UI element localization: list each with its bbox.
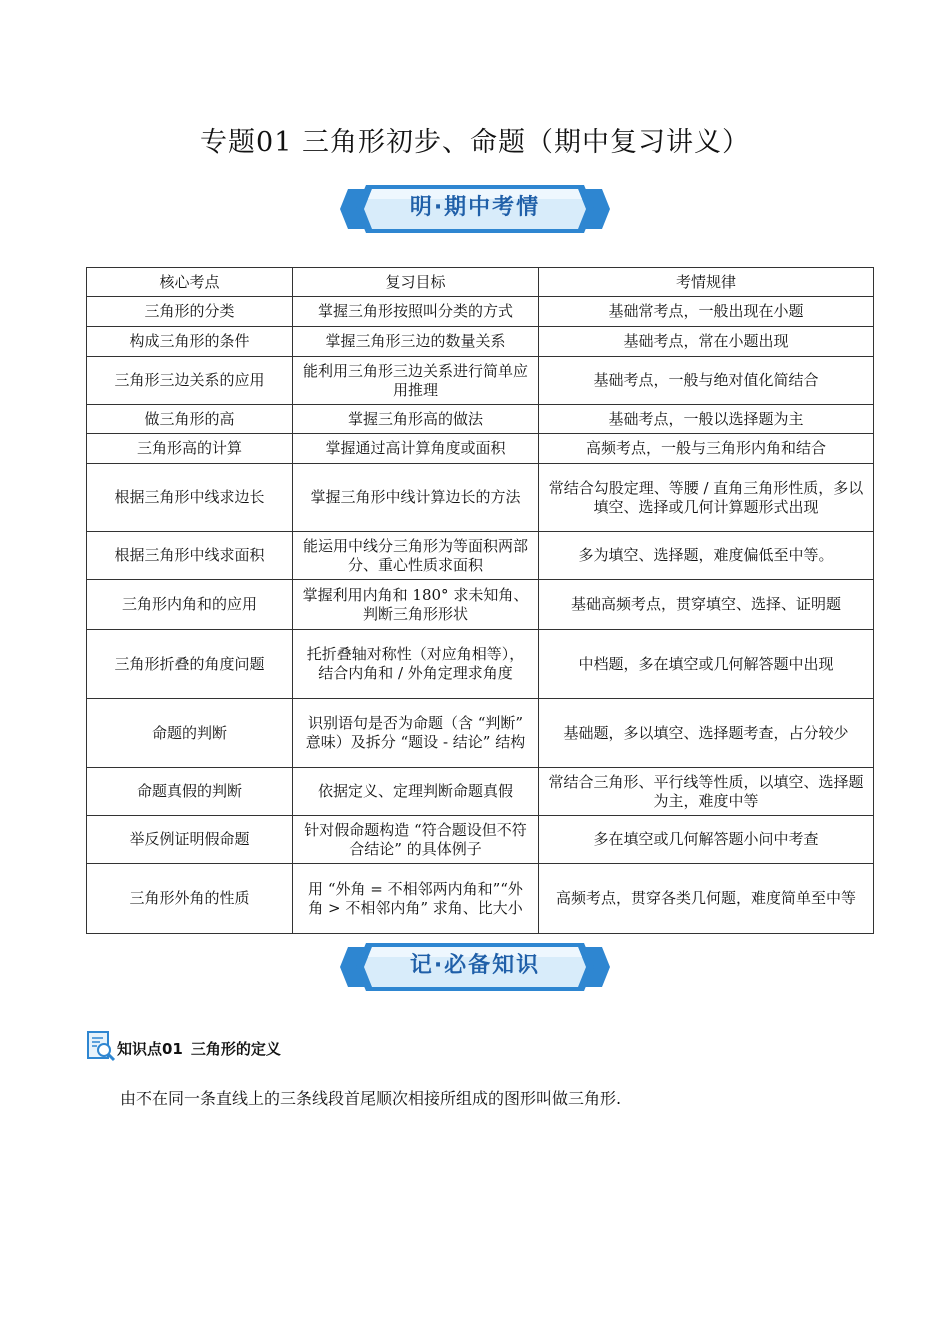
header-cell: 复习目标: [293, 268, 539, 297]
table-cell: 高频考点，贯穿各类几何题，难度简单至中等: [539, 864, 874, 934]
table-cell: 根据三角形中线求面积: [87, 532, 293, 580]
definition-paragraph: 由不在同一条直线上的三条线段首尾顺次相接所组成的图形叫做三角形.: [120, 1089, 622, 1108]
table-cell: 命题真假的判断: [87, 768, 293, 816]
table-cell: 常结合勾股定理、等腰 / 直角三角形性质，多以填空、选择或几何计算题形式出现: [539, 464, 874, 532]
table-cell: 基础常考点，一般出现在小题: [539, 297, 874, 327]
table-header-row: [87, 268, 874, 297]
table-row: [87, 864, 874, 934]
section-banner-exam: [340, 183, 610, 235]
table-cell: 能利用三角形三边关系进行简单应用推理: [293, 357, 539, 405]
table-cell: 托折叠轴对称性（对应角相等），结合内角和 / 外角定理求角度: [293, 630, 539, 699]
table-row: [87, 630, 874, 699]
table-row: [87, 699, 874, 768]
table-cell: 掌握利用内角和 180° 求未知角、判断三角形形状: [293, 580, 539, 630]
table-cell: 高频考点，一般与三角形内角和结合: [539, 434, 874, 464]
table-cell: 基础高频考点，贯穿填空、选择、证明题: [539, 580, 874, 630]
table-row: [87, 580, 874, 630]
banner-title: 明·期中考情: [409, 195, 541, 220]
table-cell: 依据定义、定理判断命题真假: [293, 768, 539, 816]
table-row: [87, 297, 874, 327]
exam-overview-table: [86, 267, 874, 934]
section-banner-knowledge: [340, 941, 610, 993]
table-cell: 三角形高的计算: [87, 434, 293, 464]
table-cell: 三角形三边关系的应用: [87, 357, 293, 405]
table-cell: 掌握三角形中线计算边长的方法: [293, 464, 539, 532]
table-cell: 三角形外角的性质: [87, 864, 293, 934]
table-cell: 多在填空或几何解答题小问中考查: [539, 816, 874, 864]
table-cell: 掌握三角形高的做法: [293, 405, 539, 434]
table-cell: 构成三角形的条件: [87, 327, 293, 357]
table-cell: 基础考点，常在小题出现: [539, 327, 874, 357]
table-cell: 多为填空、选择题，难度偏低至中等。: [539, 532, 874, 580]
table-cell: 掌握三角形按照叫分类的方式: [293, 297, 539, 327]
table-cell: 三角形内角和的应用: [87, 580, 293, 630]
banner-title: 记·必备知识: [409, 953, 541, 978]
knowledge-point-name: 三角形的定义: [190, 1040, 281, 1058]
table-cell: 基础考点，一般与绝对值化简结合: [539, 357, 874, 405]
knowledge-point-label: 知识点01: [117, 1040, 183, 1058]
table-cell: 三角形的分类: [87, 297, 293, 327]
table-cell: 基础考点，一般以选择题为主: [539, 405, 874, 434]
table-row: [87, 434, 874, 464]
table-cell: 命题的判断: [87, 699, 293, 768]
header-cell: 核心考点: [87, 268, 293, 297]
table-cell: 掌握三角形三边的数量关系: [293, 327, 539, 357]
table-cell: 识别语句是否为命题（含 “判断” 意味）及拆分 “题设 - 结论” 结构: [293, 699, 539, 768]
header-cell: 考情规律: [539, 268, 874, 297]
table-cell: 中档题，多在填空或几何解答题中出现: [539, 630, 874, 699]
table-cell: 用 “外角 = 不相邻两内角和”“外角 > 不相邻内角” 求角、比大小: [293, 864, 539, 934]
table-row: [87, 327, 874, 357]
table-row: [87, 768, 874, 816]
table-row: [87, 357, 874, 405]
table-cell: 三角形折叠的角度问题: [87, 630, 293, 699]
table-cell: 掌握通过高计算角度或面积: [293, 434, 539, 464]
table-cell: 常结合三角形、平行线等性质，以填空、选择题为主，难度中等: [539, 768, 874, 816]
table-cell: 针对假命题构造 “符合题设但不符合结论” 的具体例子: [293, 816, 539, 864]
table-row: [87, 532, 874, 580]
table-cell: 基础题，多以填空、选择题考查，占分较少: [539, 699, 874, 768]
table-cell: 做三角形的高: [87, 405, 293, 434]
magnifier-document-icon: [86, 1030, 116, 1062]
table-row: [87, 405, 874, 434]
table-row: [87, 816, 874, 864]
table-cell: 举反例证明假命题: [87, 816, 293, 864]
table-cell: 能运用中线分三角形为等面积两部分、重心性质求面积: [293, 532, 539, 580]
table-cell: 根据三角形中线求边长: [87, 464, 293, 532]
page-title: 专题01 三角形初步、命题（期中复习讲义）: [200, 127, 750, 158]
knowledge-point-title: [117, 1038, 281, 1059]
table-row: [87, 464, 874, 532]
